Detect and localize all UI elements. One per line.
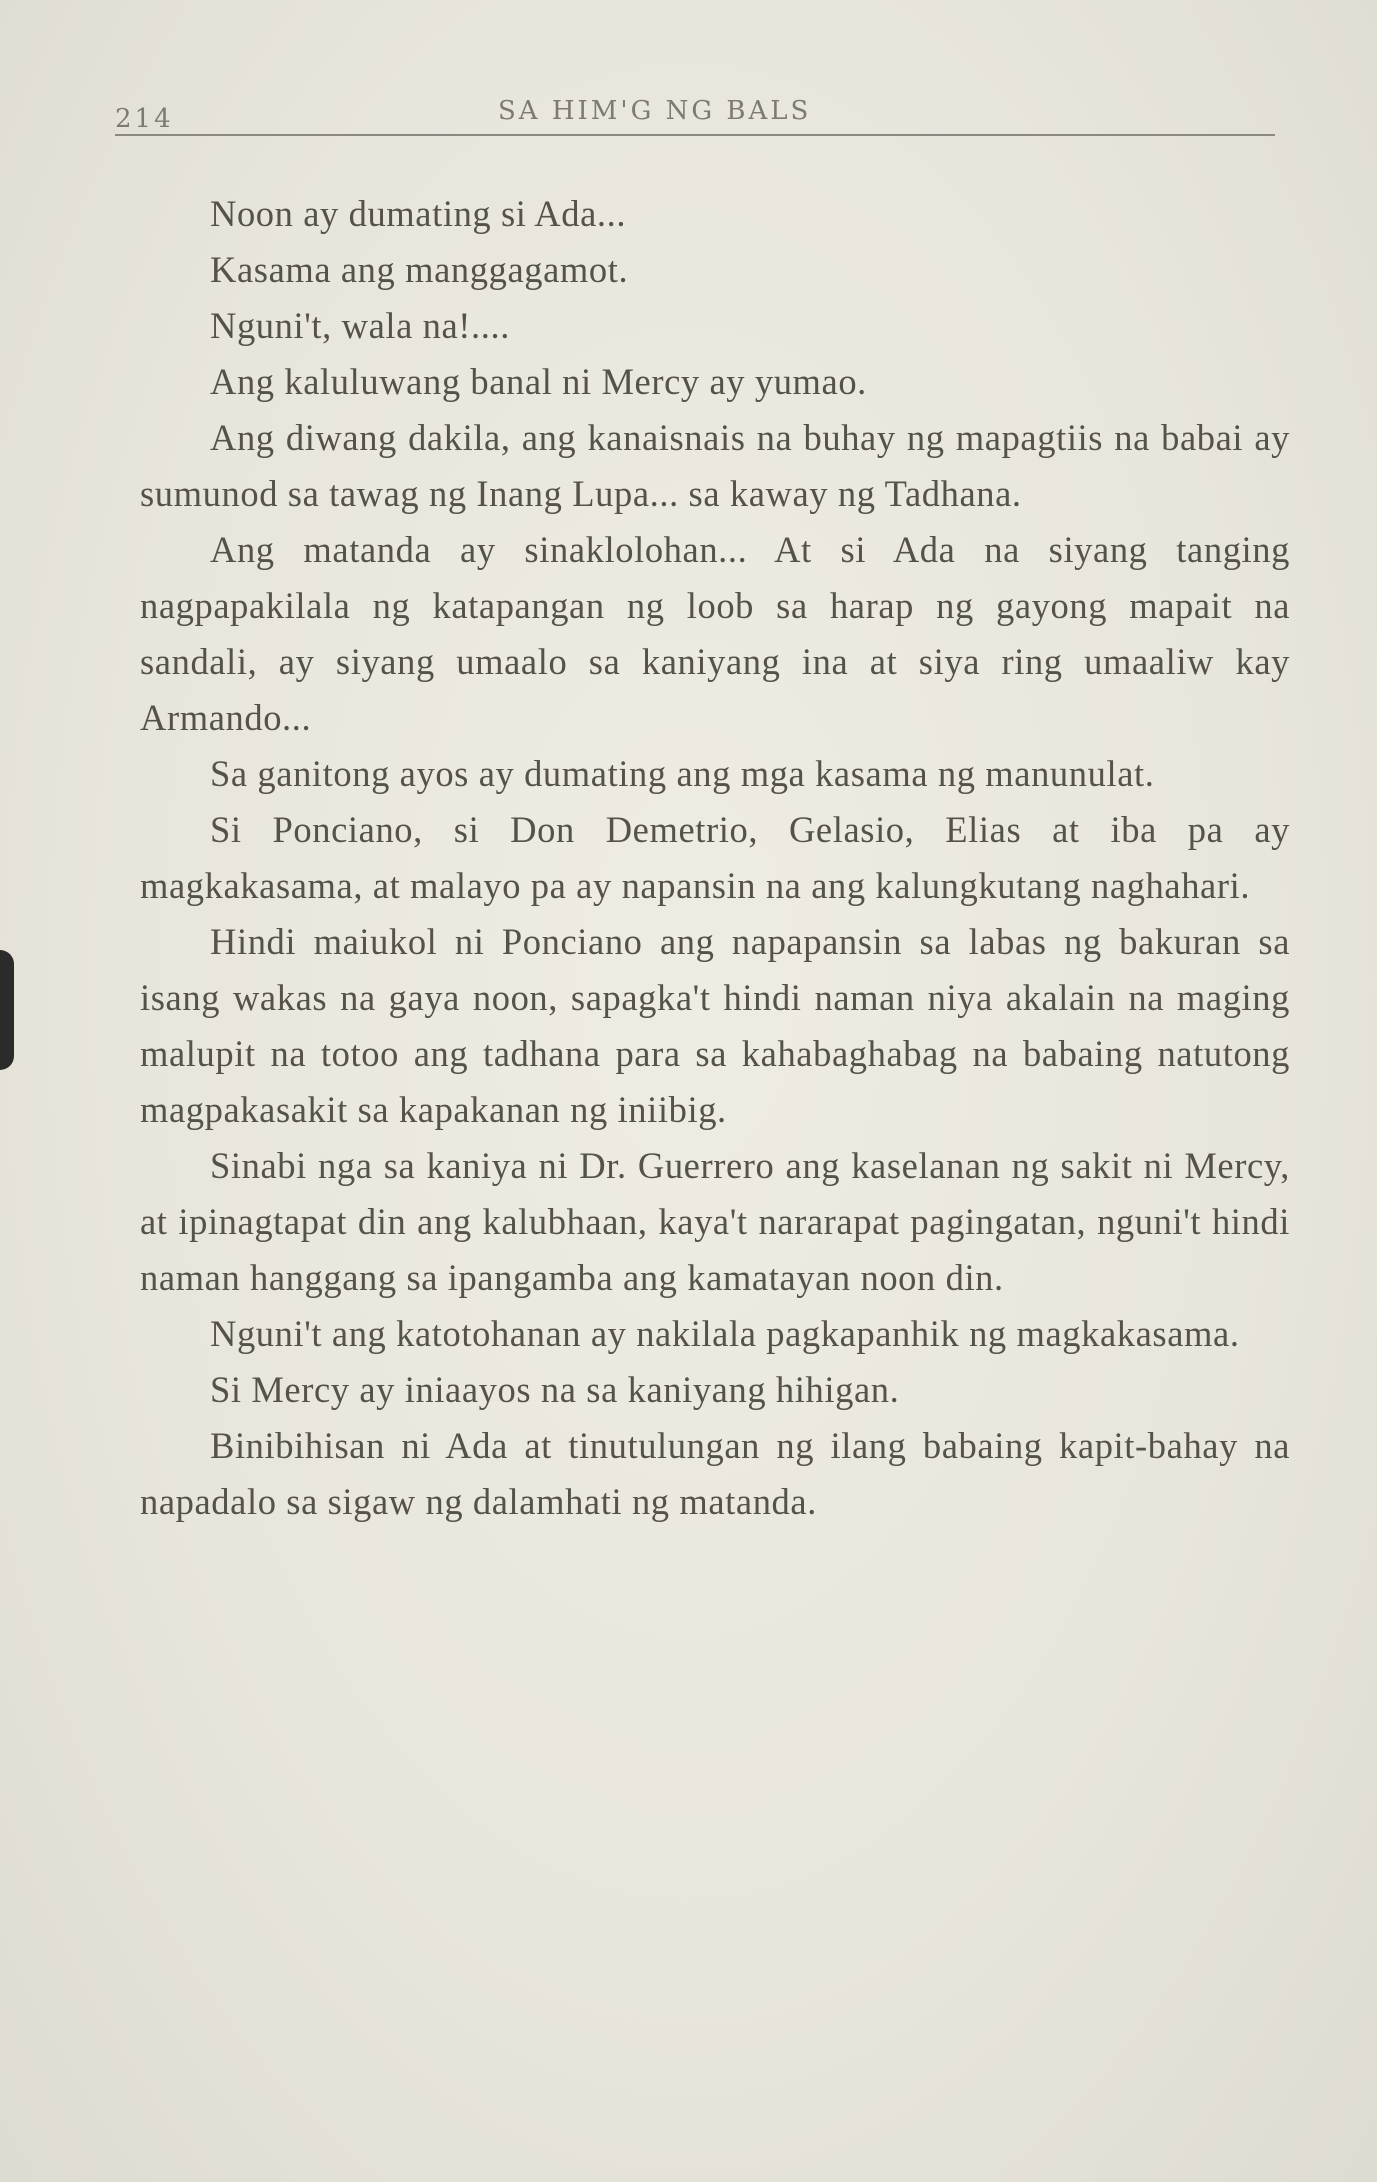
paragraph: Nguni't, wala na!.... (210, 305, 510, 346)
paragraph: Binibihisan ni Ada at tinutulungan ng ilang babaing kapit-bahay na napadalo sa sigaw ng dalamhati ng matanda. (140, 1425, 1290, 1522)
paragraph: Ang matanda ay sinaklolohan... At si Ada na siyang tanging nagpapakilala ng katapangan ng loob sa harap ng gayong mapait na sandali, ay siyang umaalo sa kaniyang ina at siya ring umaaliw kay Armando... (140, 529, 1290, 738)
body-text (140, 186, 1290, 1530)
paragraph: Noon ay dumating si Ada... (210, 193, 627, 234)
paragraph: Ang kaluluwang banal ni Mercy ay yumao. (210, 361, 867, 402)
spine-shadow (0, 950, 14, 1070)
page-number: 214 (115, 104, 174, 134)
paragraph: Kasama ang manggagamot. (210, 249, 629, 290)
paragraph: Sa ganitong ayos ay dumating ang mga kasama ng manunulat. (210, 753, 1155, 794)
paragraph: Sinabi nga sa kaniya ni Dr. Guerrero ang kaselanan ng sakit ni Mercy, at ipinagtapat din ang kalubhaan, kaya't nararapat pagingatan, nguni't hindi naman hanggang sa ipangamba ang kamatayan noon din. (140, 1145, 1290, 1298)
paragraph: Hindi maiukol ni Ponciano ang napapansin sa labas ng bakuran sa isang wakas na gaya noon, sapagka't hindi naman niya akalain na maging malupit na totoo ang tadhana para sa kahabaghabag na babaing natutong magpakasakit sa kapakanan ng iniibig. (140, 921, 1290, 1130)
page-header (115, 96, 1275, 136)
header-rule (115, 134, 1275, 136)
paragraph: Si Ponciano, si Don Demetrio, Gelasio, Elias at iba pa ay magkakasama, at malayo pa ay napansin na ang kalungkutang naghahari. (140, 809, 1290, 906)
running-head: SA HIM'G NG BALS (498, 96, 812, 126)
paragraph: Si Mercy ay iniaayos na sa kaniyang hihigan. (210, 1369, 900, 1410)
paragraph: Ang diwang dakila, ang kanaisnais na buhay ng mapagtiis na babai ay sumunod sa tawag ng Inang Lupa... sa kaway ng Tadhana. (140, 417, 1290, 514)
paragraph: Nguni't ang katotohanan ay nakilala pagkapanhik ng magkakasama. (210, 1313, 1240, 1354)
